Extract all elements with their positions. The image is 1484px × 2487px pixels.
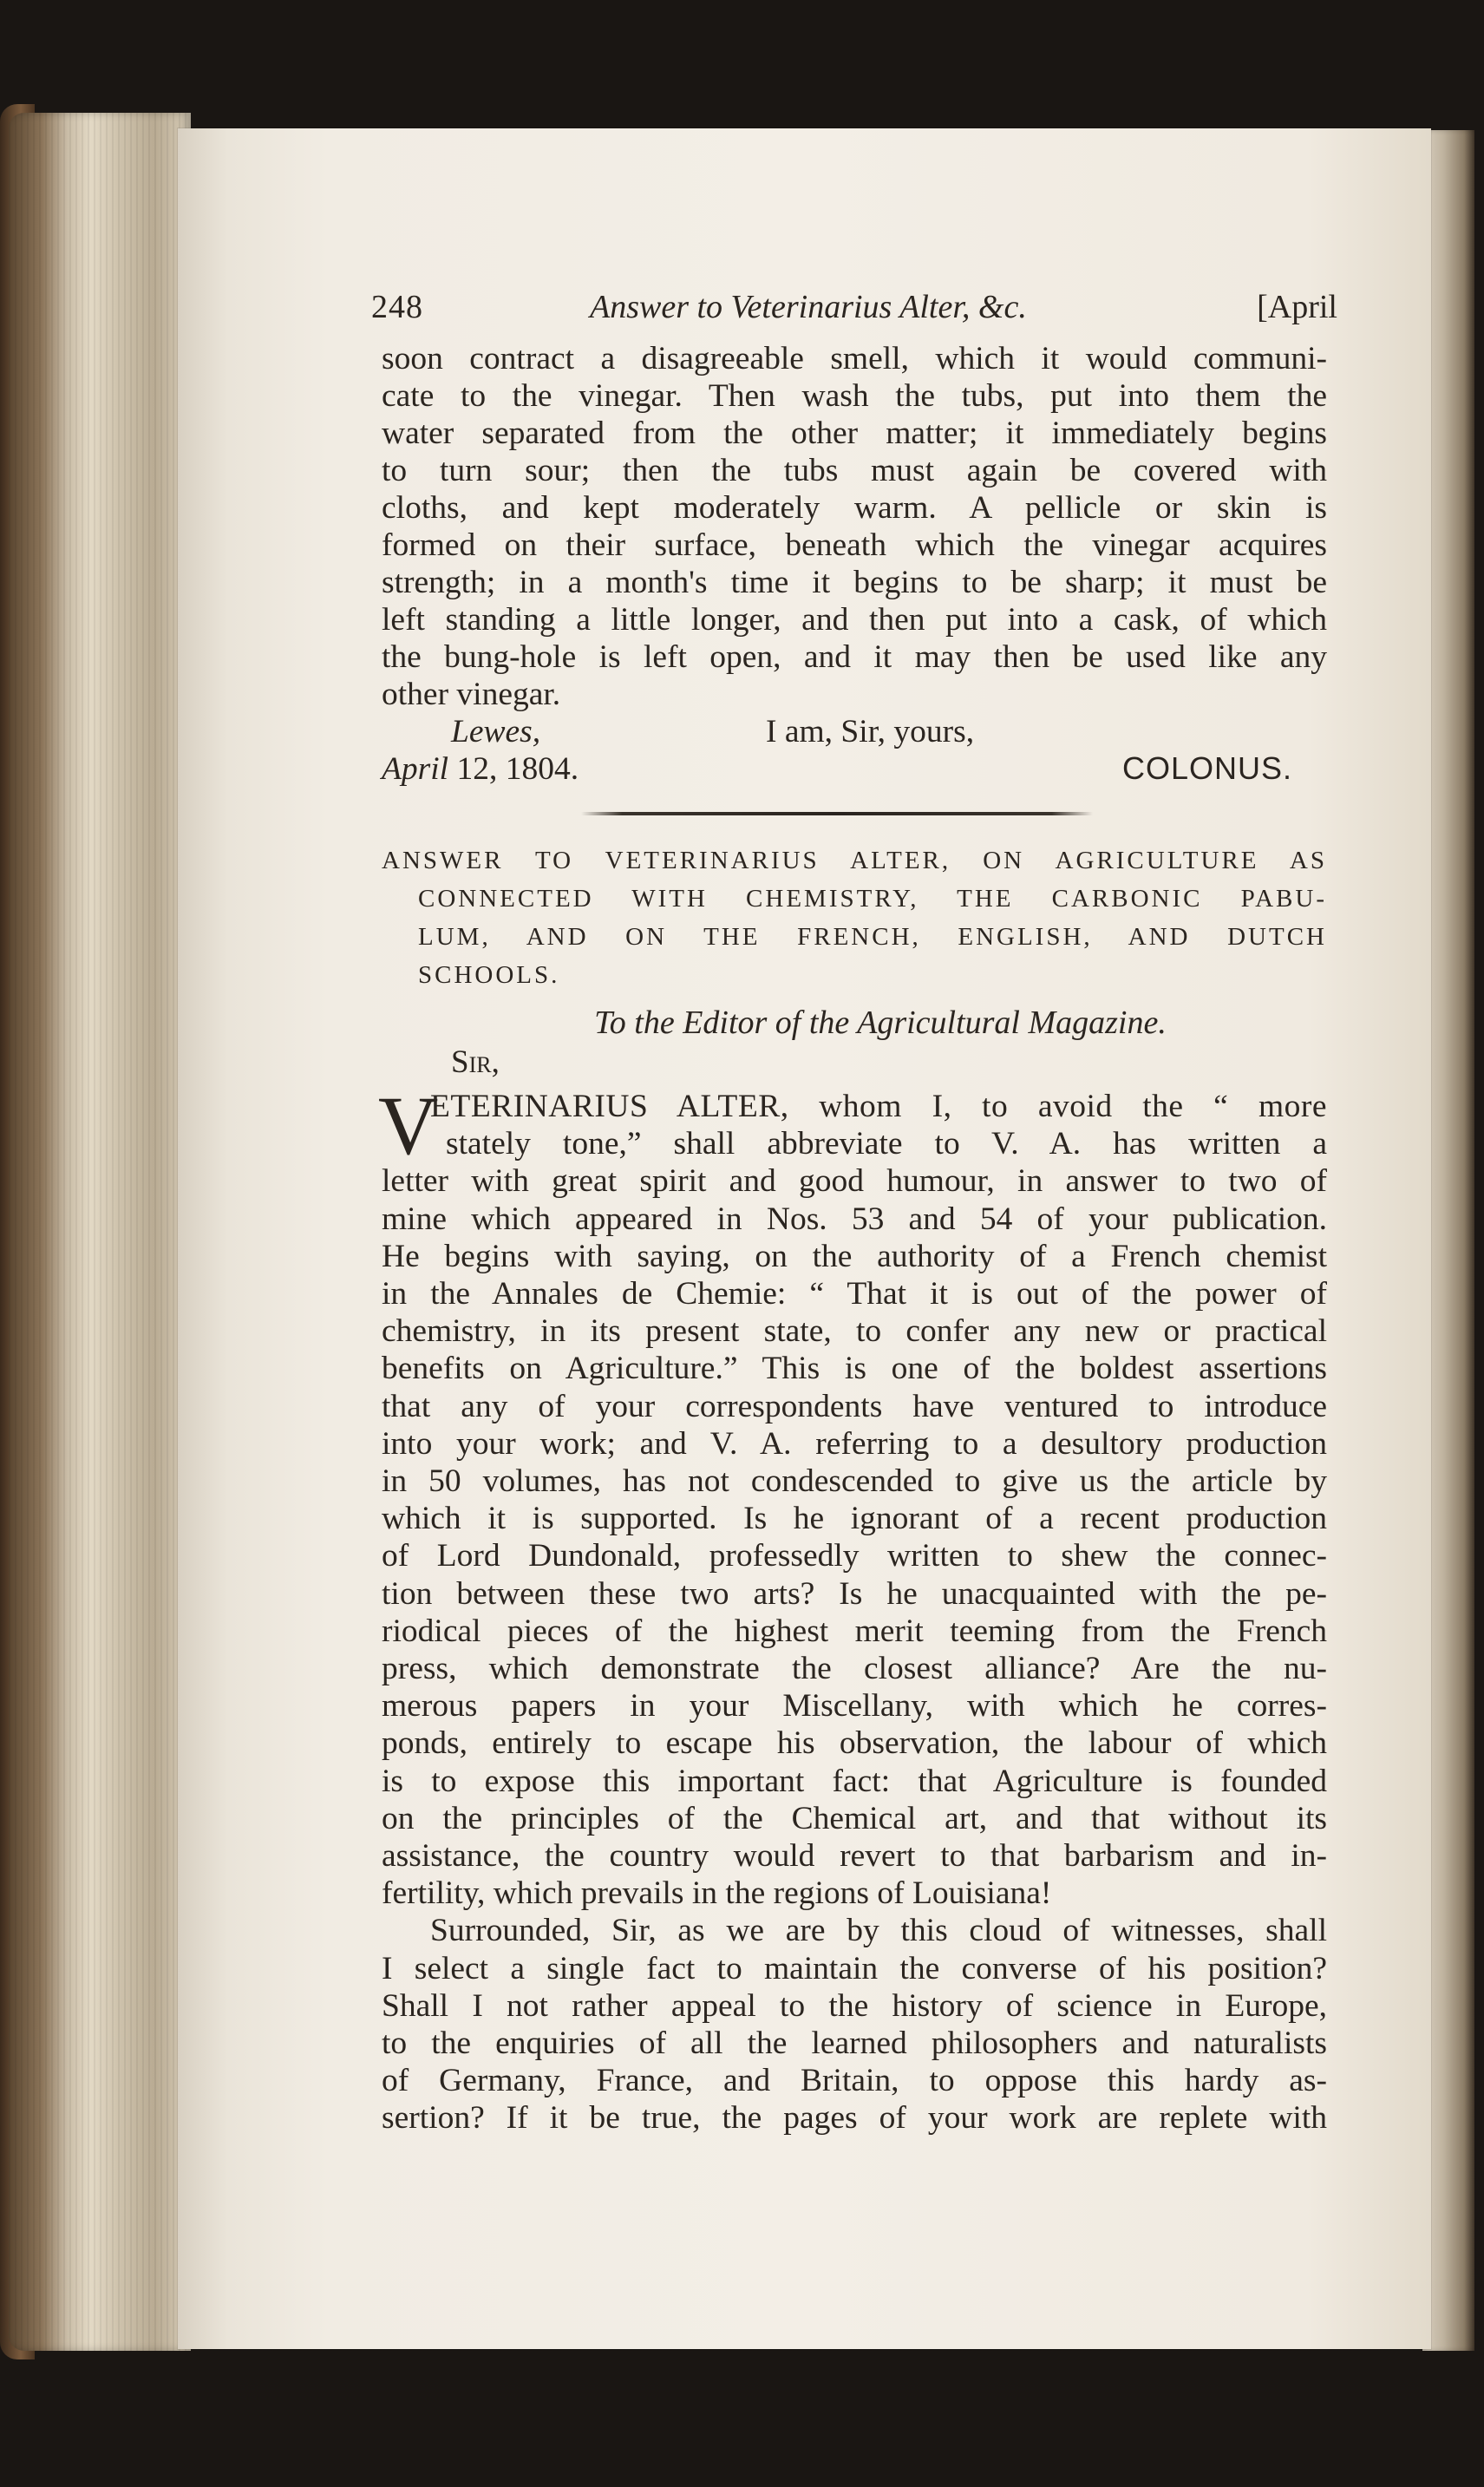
page-number: 248 — [371, 289, 423, 325]
text-line: press, which demonstrate the closest alliance? Are the nu- — [382, 1651, 1327, 1687]
title-line: SCHOOLS. — [418, 961, 560, 989]
text-line: formed on their surface, beneath which the vinegar acquires — [382, 527, 1327, 563]
text-line: the bung-hole is left open, and it may then be used like any — [382, 639, 1327, 675]
editor-address: To the Editor of the Agricultural Magazine. — [594, 1005, 1167, 1041]
body-paragraph — [382, 1912, 1327, 2137]
text-line: to the enquiries of all the learned philosophers and naturalists — [382, 2026, 1327, 2062]
running-title: Answer to Veterinarius Alter, &c. — [590, 289, 1027, 325]
running-month: [April — [1257, 289, 1337, 325]
text-line: left standing a little longer, and then put into a cask, of which — [382, 602, 1327, 638]
text-line: Surrounded, Sir, as we are by this cloud of witnesses, shall — [430, 1913, 1327, 1949]
text-line: fertility, which prevails in the regions of Louisiana! — [382, 1875, 1052, 1912]
text-line: I select a single fact to maintain the converse of his position? — [382, 1950, 1327, 1986]
text-line: in 50 volumes, has not condescended to give us the article by — [382, 1463, 1327, 1500]
text-line: riodical pieces of the highest merit teeming from the French — [382, 1613, 1327, 1649]
text-line: He begins with saying, on the authority of a French chemist — [382, 1238, 1327, 1274]
signature-name: COLONUS. — [1121, 750, 1292, 786]
text-line: to turn sour; then the tubs must again be covered with — [382, 453, 1327, 488]
text-line: cate to the vinegar. Then wash the tubs, put into them the — [382, 378, 1327, 414]
body-paragraph — [382, 1088, 1327, 1912]
title-line: CONNECTED WITH CHEMISTRY, THE CARBONIC PABU- — [418, 885, 1327, 913]
text-line: into your work; and V. A. referring to a desultory production — [382, 1425, 1327, 1462]
signature-date — [382, 750, 579, 788]
text-line: benefits on Agriculture.” This is one of the boldest assertions — [382, 1351, 1327, 1387]
running-header — [371, 288, 1337, 340]
signature-date-month: April — [382, 751, 449, 787]
letter-signature — [382, 713, 1327, 788]
text-line: that any of your correspondents have ventured to introduce — [382, 1388, 1327, 1424]
title-line: LUM, AND ON THE FRENCH, ENGLISH, AND DUTCH — [418, 923, 1327, 951]
signature-date-rest: 12, 1804. — [456, 751, 579, 787]
text-line: mine which appeared in Nos. 53 and 54 of your publication. — [382, 1201, 1327, 1237]
text-line: assistance, the country would revert to that barbarism and in- — [382, 1838, 1327, 1875]
text-line: ponds, entirely to escape his observation, the labour of which — [382, 1725, 1327, 1762]
section-divider — [581, 812, 1093, 815]
text-line: merous papers in your Miscellany, with which he corres- — [382, 1688, 1327, 1725]
signature-closing: I am, Sir, yours, — [766, 714, 975, 749]
text-line: on the principles of the Chemical art, and that without its — [382, 1800, 1327, 1836]
text-line: in the Annales de Chemie: “ That it is out of the power of — [382, 1276, 1327, 1312]
signature-place: Lewes, — [451, 714, 541, 749]
text-line: water separated from the other matter; it immediately begins — [382, 416, 1327, 451]
text-line: cloths, and kept moderately warm. A pellicle or skin is — [382, 490, 1327, 526]
text-line: of Germany, France, and Britain, to oppose this hardy as- — [382, 2063, 1327, 2099]
page-block-left — [9, 113, 191, 2351]
title-line: ANSWER TO VETERINARIUS ALTER, ON AGRICULTURE AS — [382, 847, 1327, 874]
text-line: is to expose this important fact: that Agriculture is founded — [382, 1763, 1327, 1799]
text-line: stately tone,” shall abbreviate to V. A. has written a — [446, 1126, 1327, 1162]
text-line: of Lord Dundonald, professedly written to shew the connec- — [382, 1538, 1327, 1574]
salutation: Sir, — [451, 1044, 500, 1080]
text-line: ETERINARIUS ALTER, whom I, to avoid the “ more — [430, 1089, 1327, 1124]
text-line: other vinegar. — [382, 677, 561, 712]
text-line: soon contract a disagreeable smell, which it would communi- — [382, 341, 1327, 376]
article-title — [382, 841, 1327, 994]
drop-cap: V — [378, 1079, 439, 1172]
article-body — [378, 1079, 1327, 2137]
text-line: strength; in a month's time it begins to be sharp; it must be — [382, 565, 1327, 600]
text-line: sertion? If it be true, the pages of your work are replete with — [382, 2100, 1327, 2137]
text-line: tion between these two arts? Is he unacquainted with the pe- — [382, 1575, 1327, 1612]
text-line: chemistry, in its present state, to confer any new or practical — [382, 1313, 1327, 1350]
text-line: letter with great spirit and good humour, in answer to two of — [382, 1163, 1327, 1200]
letter-closing-paragraph — [382, 340, 1327, 713]
page-text — [371, 288, 1337, 2137]
text-line: which it is supported. Is he ignorant of a recent production — [382, 1501, 1327, 1537]
text-line: Shall I not rather appeal to the history of science in Europe, — [382, 1987, 1327, 2024]
